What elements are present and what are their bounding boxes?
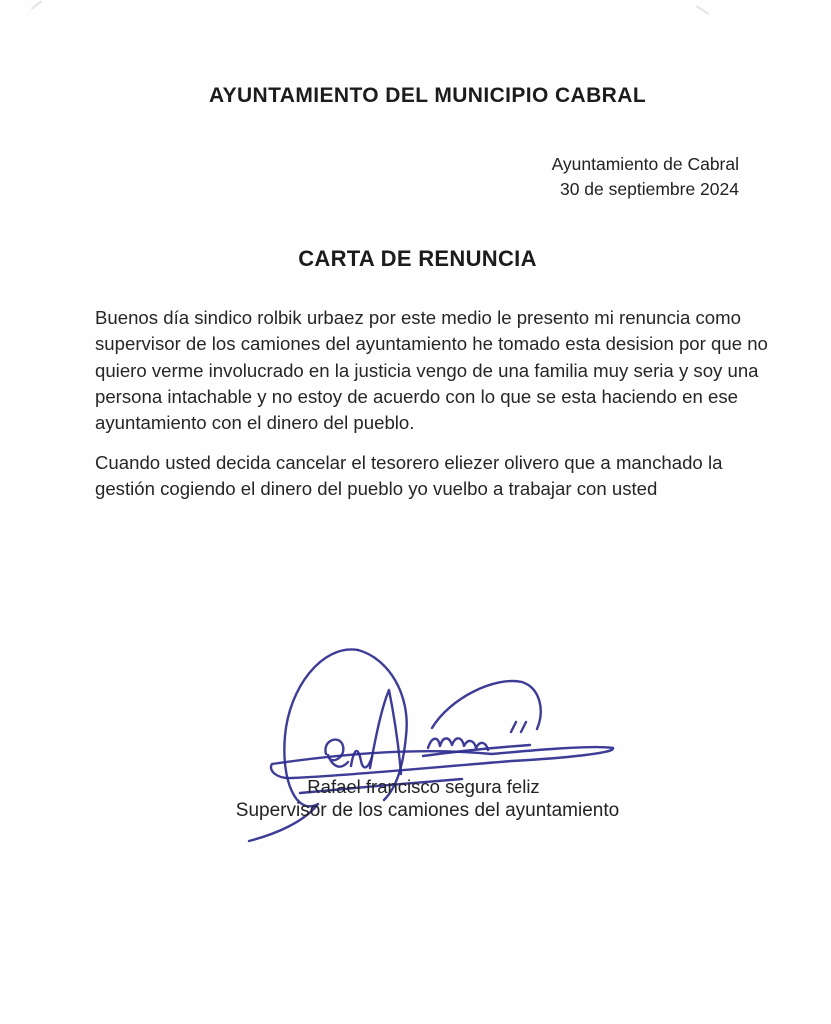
paragraph-line: Cuando usted decida cancelar el tesorero eliezer olivero que a manchado la (95, 452, 723, 473)
paragraph-line: Buenos día sindico rolbik urbaez por este medio le presento mi renuncia como (95, 307, 741, 328)
subject-heading: CARTA DE RENUNCIA (298, 246, 537, 271)
letterhead-title: AYUNTAMIENTO DEL MUNICIPIO CABRAL (208, 84, 647, 107)
paragraph-line: persona intachable y no estoy de acuerdo con lo que se esta haciendo en ese (95, 385, 738, 407)
signer-title: Supervisor de los camiones del ayuntamiento (235, 800, 620, 821)
paragraph-line: supervisor de los camiones del ayuntamiento he tomado esta desision por que no (95, 333, 768, 355)
signer-name: Rafael francisco segura feliz (307, 776, 540, 797)
letter-date: 30 de septiembre 2024 (559, 179, 739, 199)
date-block (552, 152, 739, 202)
paragraph-line: quiero verme involucrado en la justicia vengo de una familia muy seria y soy una (95, 359, 759, 381)
organization-name: Ayuntamiento de Cabral (551, 154, 739, 174)
body-paragraph-2 (95, 450, 775, 503)
paragraph-line: gestión cogiendo el dinero del pueblo yo vuelbo a trabajar con usted (95, 478, 658, 500)
scan-artifact-top-right (696, 5, 710, 15)
scan-artifact-top-left (31, 0, 42, 10)
body-paragraph-1 (95, 305, 775, 436)
paragraph-line: ayuntamiento con el dinero del pueblo. (95, 412, 415, 434)
handwritten-signature-icon (230, 628, 630, 858)
